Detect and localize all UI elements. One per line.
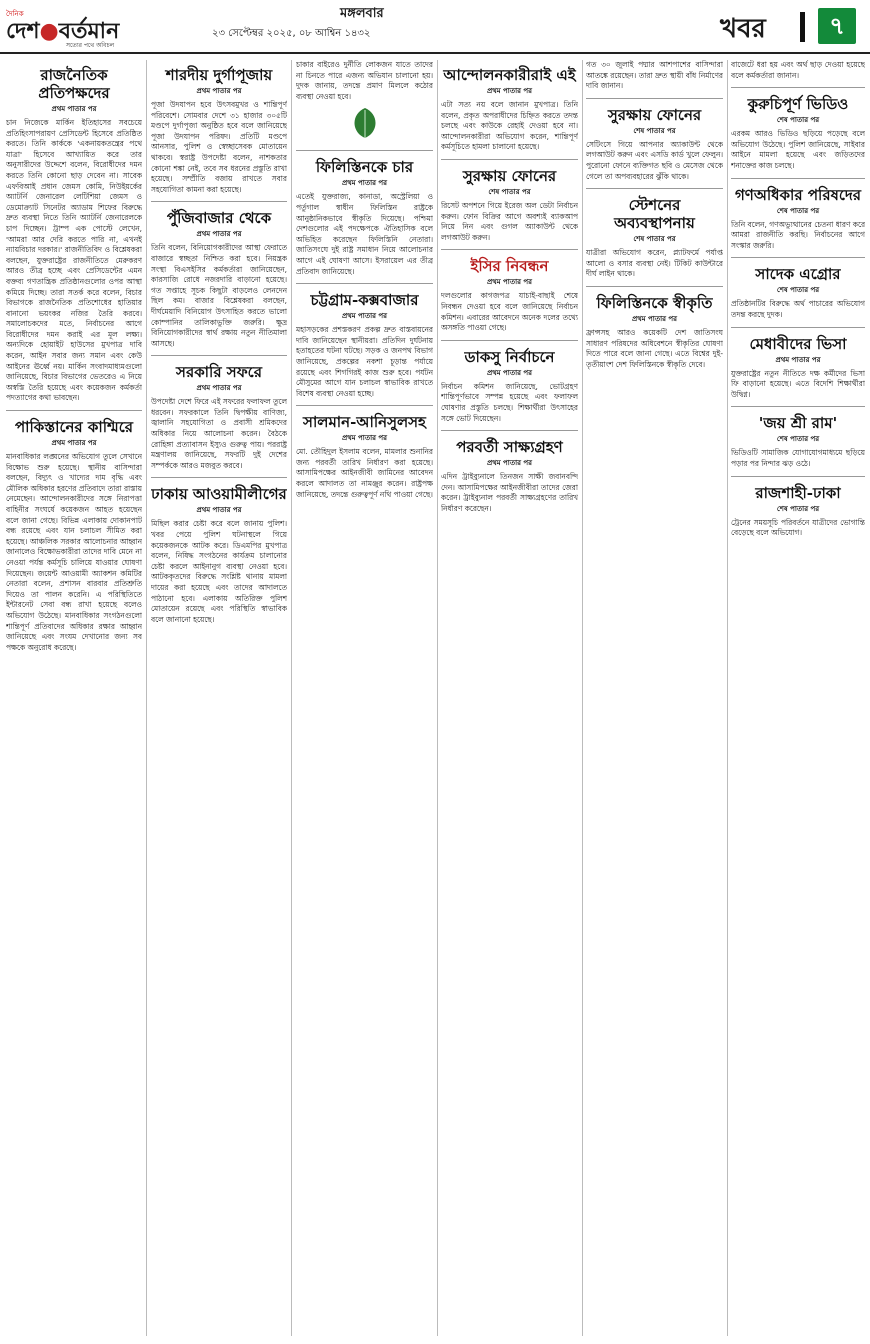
article-body: সেটিংসে গিয়ে আপনার অ্যাকাউন্ট থেকে লগআউট করুন এবং এসডি কার্ড খুলে ফেলুন। পুরোনো ফোনে ব্যক্তিগত ছবি ও মেসেজ থেকে গেলে তা অপব্যবহারের ঝুঁকি থাকে। (586, 139, 723, 181)
article-body: প্রতিষ্ঠানটির বিরুদ্ধে অর্থ পাচারের অভিযোগ তদন্ত করছে দুদক। (731, 299, 865, 319)
continuation-label: শেষ পাতার পর (776, 504, 820, 513)
continuation-label: প্রথম পাতার পর (341, 179, 388, 188)
article-body: গত ৩০ জুলাই পদ্মার আশপাশের বাসিন্দারা আতঙ্কে রয়েছেন। তারা দ্রুত স্থায়ী বাঁধ নির্মাণের দাবি জানান। (586, 60, 723, 91)
logo-name-b: বর্তমান (58, 18, 120, 44)
continuation-label: প্রথম পাতার পর (486, 368, 533, 377)
article-body: ভিডিওটি সামাজিক যোগাযোগমাধ্যমে ছড়িয়ে পড়ার পর নিন্দার ঝড় ওঠে। (731, 448, 865, 468)
article-body: যাত্রীরা অভিযোগ করেন, প্ল্যাটফর্মে পর্যাপ্ত আলো ও বসার ব্যবস্থা নেই। টিকিট কাউন্টারে দীর্ঘ লাইন থাকে। (586, 248, 723, 279)
continuation-label: শেষ পাতার পর (776, 206, 820, 215)
continuation-label: শেষ পাতার পর (776, 286, 820, 295)
article-body: চাকার বাইরেও দুর্নীতি লোকজন যাতে তাদের না চিনতে পারে এজন্য অভিযান চালানো হয়। দুদক জানায়, তদন্তে প্রমাণ মিললে কঠোর ব্যবস্থা নেওয়া হবে। (296, 60, 433, 101)
continuation-label: শেষ পাতার পর (488, 187, 531, 196)
headline[interactable]: শারদীয় দুর্গাপূজায় (165, 66, 273, 84)
headline[interactable]: সালমান-আনিসুলসহ (303, 413, 426, 432)
paper-logo[interactable] (6, 8, 156, 49)
continuation-label: প্রথম পাতার পর (486, 278, 533, 287)
article-body: রিসেট অপশনে গিয়ে ইরেজ অল ডেটা নির্বাচন করুন। ফোন বিক্রির আগে অবশ্যই ব্যাকআপ নিয়ে নিন এবং গুগল অ্যাকাউন্ট থেকে লগআউট করুন। (441, 200, 578, 242)
column-3 (296, 60, 433, 1336)
continuation-label: প্রথম পাতার পর (486, 459, 533, 468)
headline[interactable]: রাজনৈতিক প্রতিপক্ষদের (38, 66, 110, 102)
continuation-label: প্রথম পাতার পর (196, 230, 242, 239)
continuation-label: প্রথম পাতার পর (631, 314, 678, 323)
article-body: বাজেটে ধরা হয় এবং অর্থ ছাড় দেওয়া হয়েছে বলে কর্মকর্তারা জানান। (731, 60, 865, 80)
article-body: নির্বাচন কমিশন জানিয়েছে, ভোটগ্রহণ শান্তিপূর্ণভাবে সম্পন্ন হয়েছে এবং ফলাফল ঘোষণার প্রস্তুতি চলছে। শিক্ষার্থীরা উৎসাহের সঙ্গে ভোট দিয়েছেন। (441, 381, 578, 423)
column-1 (6, 60, 142, 1336)
headline[interactable]: 'জয় শ্রী রাম' (758, 414, 838, 433)
continuation-label: প্রথম পাতার পর (51, 439, 97, 448)
headline[interactable]: মেধাবীদের ভিসা (749, 334, 847, 353)
article-body: এদিন ট্রাইব্যুনালে তিনজন সাক্ষী জবানবন্দি দেন। আসামিপক্ষের আইনজীবীরা তাদের জেরা করেন। ট্রাইব্যুনাল পরবর্তী সাক্ষ্যগ্রহণের তারিখ নির্ধারণ করেছেন। (441, 472, 578, 513)
masthead (0, 0, 870, 54)
headline[interactable]: ডাকসু নির্বাচনে (464, 347, 555, 366)
continuation-label: শেষ পাতার পর (633, 235, 676, 244)
article-body: মহাসড়কের প্রশস্তকরণ প্রকল্প দ্রুত বাস্তবায়নের দাবি জানিয়েছেন স্থানীয়রা। প্রতিদিন দুর্ঘটনায় হতাহতের ঘটনা ঘটছে। সড়ক ও জনপথ বিভাগ জানিয়েছে, প্রকল্পের নকশা চূড়ান্ত পর্যায়ে রয়েছে এবং শিগগিরই কাজ শুরু হবে। পর্যটন মৌসুমের আগে যান চলাচল স্বাভাবিক রাখতে বিশেষ ব্যবস্থা নেওয়া হচ্ছে। (296, 325, 433, 398)
headline[interactable]: সরকারি সফরে (176, 363, 262, 382)
section-title: খবর (720, 14, 766, 44)
article-body: উপদেষ্টা দেশে ফিরে এই সফরের ফলাফল তুলে ধরবেন। সফরকালে তিনি দ্বিপক্ষীয় বাণিজ্য, জ্বালানি সহযোগিতা ও প্রবাসী শ্রমিকদের অধিকার নিয়ে আলোচনা করেন। বৈঠকে রোহিঙ্গা প্রত্যাবাসন ইস্যুও গুরুত্ব পায়। পররাষ্ট্র মন্ত্রণালয় জানিয়েছে, সফরটি দুই দেশের সম্পর্ককে আরও মজবুত করবে। (151, 397, 287, 470)
column-6 (731, 60, 865, 1336)
article-body: দলগুলোর কাগজপত্র যাচাই-বাছাই শেষে নিবন্ধন দেওয়া হবে বলে জানিয়েছে নির্বাচন কমিশন। এবারের আবেদনে অনেক দলের তথ্যে অসঙ্গতি পাওয়া গেছে। (441, 291, 578, 333)
column-rule (582, 60, 583, 1336)
leaf-ornament-icon (296, 106, 433, 144)
logo-tagline: সত্যের পথে অবিচল (66, 42, 115, 49)
headline[interactable]: পাকিস্তানের কাশ্মিরে (14, 418, 133, 437)
headline[interactable]: স্টেশনের অব্যবস্থাপনায় (614, 196, 695, 233)
headline[interactable]: রাজশাহী-ঢাকা (755, 483, 841, 502)
article-body: এরকম আরও ভিডিও ছড়িয়ে পড়েছে বলে অভিযোগ উঠেছে। পুলিশ জানিয়েছে, সাইবার আইনে মামলা হয়েছে এবং জড়িতদের শনাক্তের কাজ চলছে। (731, 129, 865, 170)
page-number: ৭ (818, 8, 856, 44)
column-rule (291, 60, 292, 1336)
article-body: তিনি বলেন, বিনিয়োগকারীদের আস্থা ফেরাতে বাজারে স্বচ্ছতা নিশ্চিত করা হবে। নিয়ন্ত্রক সংস্থা বিএসইসির কর্মকর্তারা জানিয়েছেন, কারসাজি রোধে নজরদারি বাড়ানো হয়েছে। গত সপ্তাহে সূচক কিছুটা বাড়লেও লেনদেন ছিল কম। বাজার বিশ্লেষকরা বলছেন, দীর্ঘমেয়াদি বিনিয়োগ উৎসাহিত করতে ভালো কোম্পানির তালিকাভুক্তি জরুরি। ক্ষুদ্র বিনিয়োগকারীদের স্বার্থ রক্ষায় নতুন নীতিমালা আসছে। (151, 243, 287, 348)
column-5 (586, 60, 723, 1336)
continuation-label: প্রথম পাতার পর (196, 384, 242, 393)
column-4 (441, 60, 578, 1336)
logo-prefix: দৈনিক (6, 10, 24, 18)
continuation-label: শেষ পাতার পর (633, 126, 676, 135)
article-body: চান নিজেকে মার্কিন ইতিহাসের সবচেয়ে প্রতিহিংসাপরায়ণ প্রেসিডেন্ট হিসেবে প্রতিষ্ঠিত করতে। তিনি কার্ককে 'একনায়কতন্ত্রের পথে যাত্রা' হিসেবে আখ্যায়িত করে তার অনুসারীদের উদ্দেশে বলেন, বিরোধীদের দমন করতে তিনি কোনো ছাড় দেবেন না। সাবেক এফবিআই প্রধান জেমস কোমি, নিউইয়র্কের অ্যাটর্নি জেনারেল লেটিশিয়া জেমস ও ডেমোক্র্যাট সিনেটর অ্যাডাম শিফের বিরুদ্ধে দ্রুত ব্যবস্থা নিতে তিনি অ্যাটর্নি জেনারেলকে চাপ দিচ্ছেন। ট্রাম্প এক পোস্টে লেখেন, 'আমরা আর দেরি করতে পারি না, এখনই ন্যায়বিচার দরকার।' রাজনীতিবিদ ও বিশ্লেষকরা বলছেন, যুক্তরাষ্ট্রের রাজনীতিতে মেরুকরণ আরও তীব্র হচ্ছে এবং প্রেসিডেন্টের এমন বক্তব্য গণতান্ত্রিক প্রতিষ্ঠানগুলোর ওপর আস্থা কমিয়ে দিচ্ছে। তারা সতর্ক করে বলেন, বিচার বিভাগকে রাজনৈতিক প্রতিশোধের হাতিয়ার বানানো ভয়ংকর নজির তৈরি করবে। সমালোচকদের মতে, নির্বাচনের আগে বিরোধীদের দমন করাই এর মূল লক্ষ্য। অন্যদিকে হোয়াইট হাউসের মুখপাত্র দাবি করেন, আইন সবার জন্য সমান এবং কেউ আইনের ঊর্ধ্বে নয়। মার্কিন সংবাদমাধ্যমগুলো জানিয়েছে, বিচার বিভাগের ভেতরেও এ নিয়ে অস্বস্তি তৈরি হয়েছে এবং কয়েকজন কর্মকর্তা পদত্যাগের কথা ভাবছেন। (6, 118, 142, 403)
continuation-label: প্রথম পাতার পর (196, 87, 242, 95)
headline[interactable]: কুরুচিপূর্ণ ভিডিও (747, 95, 849, 114)
column-rule (437, 60, 438, 1336)
issue-date: ২৩ সেপ্টেম্বর ২০২৫, ০৮ আশ্বিন ১৪৩২ (212, 28, 371, 39)
headline[interactable]: ঢাকায় আওয়ামীলীগের (151, 485, 287, 504)
continuation-label: প্রথম পাতার পর (341, 312, 388, 321)
article-body: এটা সত্য নয় বলে জানান মুখপাত্র। তিনি বলেন, প্রকৃত অপরাধীদের চিহ্নিত করতে তদন্ত চলছে এবং কাউকে রেহাই দেওয়া হবে না। আন্দোলনকারীরা অভিযোগ করেন, শান্তিপূর্ণ কর্মসূচিতে হামলা চালানো হয়েছে। (441, 100, 578, 152)
issue-day: মঙ্গলবার (340, 6, 384, 21)
headline[interactable]: গণঅধিকার পরিষদের (734, 185, 862, 204)
continuation-label: প্রথম পাতার পর (341, 434, 388, 443)
column-rule (727, 60, 728, 1336)
article-body: ফ্রান্সসহ আরও কয়েকটি দেশ জাতিসংঘ সাধারণ পরিষদের অধিবেশনে স্বীকৃতির ঘোষণা দিতে পারে বলে জানা গেছে। এতে বিশ্বের দুই-তৃতীয়াংশ দেশ ফিলিস্তিনকে স্বীকৃতি দেবে। (586, 327, 723, 369)
headline[interactable]: ইসির নিবন্ধন (470, 257, 549, 276)
headline[interactable]: আন্দোলনকারীরাই এই (443, 66, 576, 84)
article-body: মো. তৌহিদুল ইসলাম বলেন, মামলার শুনানির জন্য পরবর্তী তারিখ নির্ধারণ করা হয়েছে। আসামিপক্ষের আইনজীবী জামিনের আবেদন করলে আদালত তা নামঞ্জুর করেন। রাষ্ট্রপক্ষ জানিয়েছে, তদন্তে গুরুত্বপূর্ণ নথি পাওয়া গেছে। (296, 447, 433, 499)
section-divider (800, 12, 805, 42)
article-body: ট্রেনের সময়সূচি পরিবর্তনে যাত্রীদের ভোগান্তি বেড়েছে বলে অভিযোগ। (731, 517, 865, 538)
headline[interactable]: সাদেক এগ্রোর (755, 265, 841, 284)
continuation-label: প্রথম পাতার পর (486, 87, 533, 95)
article-body: পূজা উদযাপন হবে উৎসবমুখর ও শান্তিপূর্ণ পরিবেশে। সোমবার দেশে ৩১ হাজার ৩০৫টি মণ্ডপে দুর্গাপূজা অনুষ্ঠিত হবে বলে জানিয়েছে পূজা উদযাপন পরিষদ। প্রতিটি মণ্ডপে আনসার, পুলিশ ও স্বেচ্ছাসেবক মোতায়েন থাকবে। স্বরাষ্ট্র উপদেষ্টা বলেন, নাশকতার কোনো শঙ্কা নেই, তবে সব ধরনের প্রস্তুতি রাখা হয়েছে। সম্প্রীতি বজায় রাখতে সবার সহযোগিতা কামনা করা হয়েছে। (151, 100, 287, 194)
headline[interactable]: চট্টগ্রাম-কক্সবাজার (310, 291, 419, 310)
continuation-label: শেষ পাতার পর (776, 435, 820, 444)
logo-name-a: দেশ (6, 18, 40, 44)
continuation-label: প্রথম পাতার পর (51, 105, 97, 113)
column-rule (146, 60, 147, 1336)
article-body: মিছিল করার চেষ্টা করে বলে জানায় পুলিশ। খবর পেয়ে পুলিশ ঘটনাস্থলে গিয়ে কয়েকজনকে আটক করে। ডিএমপির মুখপাত্র বলেন, নিষিদ্ধ সংগঠনের কার্যক্রম চালানোর চেষ্টা করলে আইনানুগ ব্যবস্থা নেওয়া হবে। আটককৃতদের বিরুদ্ধে সংশ্লিষ্ট থানায় মামলা দায়ের করা হয়েছে এবং তাদের আদালতে পাঠানো হবে। এলাকায় অতিরিক্ত পুলিশ মোতায়েন রয়েছে এবং পরিস্থিতি স্বাভাবিক বলে জানানো হয়েছে। (151, 519, 287, 624)
continuation-label: শেষ পাতার পর (776, 116, 820, 125)
headline[interactable]: পরবর্তী সাক্ষ্যগ্রহণ (456, 438, 563, 457)
continuation-label: প্রথম পাতার পর (196, 506, 242, 515)
article-body: তিনি বলেন, গণঅভ্যুত্থানের চেতনা ধারণ করে আমরা রাজনীতি করছি। নির্বাচনের আগে সংস্কার জরুরি। (731, 219, 865, 250)
continuation-label: প্রথম পাতার পর (775, 355, 821, 364)
column-2 (151, 60, 287, 1336)
article-body: এতেই যুক্তরাজ্য, কানাডা, অস্ট্রেলিয়া ও পর্তুগাল স্বাধীন ফিলিস্তিন রাষ্ট্রকে আনুষ্ঠানিকভাবে স্বীকৃতি দিয়েছে। পশ্চিমা দেশগুলোর এই পদক্ষেপকে ঐতিহাসিক বলে অভিহিত করেছেন ফিলিস্তিনি নেতারা। জাতিসংঘে দুই রাষ্ট্র সমাধান নিয়ে আলোচনার আগে এই ঘোষণা আসে। ইসরায়েল এর তীব্র প্রতিবাদ জানিয়েছে। (296, 192, 433, 276)
headline[interactable]: সুরক্ষায় ফোনের (607, 105, 702, 124)
article-body: মানবাধিকার লঙ্ঘনের অভিযোগ তুলে সেখানে বিক্ষোভ শুরু হয়েছে। স্থানীয় বাসিন্দারা বলছেন, বিদ্যুৎ ও খাদ্যের দাম বৃদ্ধি এবং মৌলিক অধিকার হরণের প্রতিবাদে তারা রাস্তায় নেমেছেন। আন্দোলনকারীদের সঙ্গে নিরাপত্তা বাহিনীর সংঘর্ষে কয়েকজন আহত হয়েছেন বলে জানা গেছে। বিভিন্ন এলাকায় দোকানপাট বন্ধ রয়েছে এবং যান চলাচল সীমিত করা হয়েছে। আঞ্চলিক সরকার আলোচনার আহ্বান জানালেও বিক্ষোভকারীরা তাদের দাবি মেনে না নেওয়া পর্যন্ত কর্মসূচি চালিয়ে যাওয়ার ঘোষণা দিয়েছেন। জয়েন্ট আওয়ামী অ্যাকশন কমিটির নেতারা বলেন, প্রশাসন বারবার প্রতিশ্রুতি দিয়েও তা পালন করেনি। এ পরিস্থিতিতে ইন্টারনেট সেবা বন্ধ রাখা হয়েছে বলেও অভিযোগ উঠেছে। মানবাধিকার সংগঠনগুলো শান্তিপূর্ণ প্রতিবাদের অধিকার রক্ষার আহ্বান জানিয়েছে এবং সংযম দেখানোর জন্য সব পক্ষকে অনুরোধ করেছে। (6, 452, 142, 652)
headline[interactable]: ফিলিস্তিনকে স্বীকৃতি (596, 293, 713, 312)
headline[interactable]: সুরক্ষায় ফোনের (462, 166, 557, 185)
headline[interactable]: পুঁজিবাজার থেকে (166, 209, 272, 228)
article-body: যুক্তরাষ্ট্রের নতুন নীতিতে দক্ষ কর্মীদের ভিসা ফি বাড়ানো হয়েছে। এতে বিদেশি শিক্ষার্থীরা উদ্বিগ্ন। (731, 368, 865, 399)
headline[interactable]: ফিলিস্তিনকে চার (315, 158, 414, 177)
logo-name: দেশ●বর্তমান (6, 18, 120, 44)
